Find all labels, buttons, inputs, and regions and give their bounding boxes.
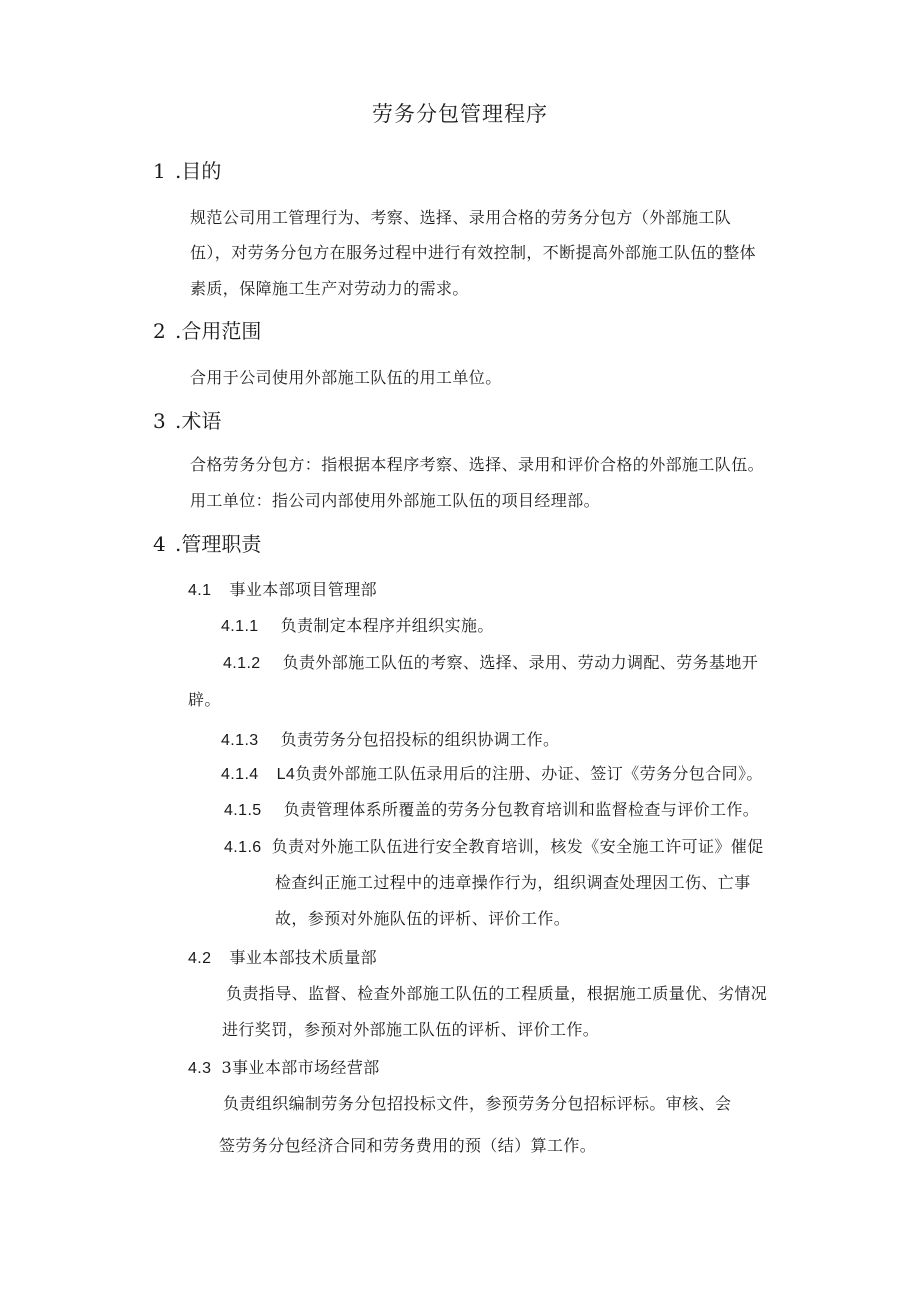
section-number: 3 [153,409,166,433]
item-number: 4.1.1 [221,618,259,635]
item-number: 4.1.2 [223,655,261,672]
subsection-number: 4.2 [188,950,212,967]
section-title: .管理职责 [175,532,262,556]
item-text: 负责管理体系所覆盖的劳务分包教育培训和监督检查与评价工作。 [283,800,760,819]
item-4-1-2 [223,650,758,673]
section-3-heading [153,405,221,434]
paragraph-line: 进行奖罚，参预对外部施工队伍的评析、评价工作。 [222,1020,600,1039]
section-title: .术语 [175,409,222,433]
subsection-number: 4.1 [188,582,212,599]
subsection-4-1 [188,577,377,600]
section-1-heading [153,155,221,184]
subsection-4-2 [188,945,377,968]
section-number: 2 [153,319,166,343]
item-text: 负责对外施工队伍进行安全教育培训，核发《安全施工许可证》催促 [271,837,764,856]
item-continuation: 检查纠正施工过程中的违章操作行为，组织调查处理因工伤、亡事 [275,873,751,892]
subsection-4-3 [188,1055,380,1078]
item-text: 负责制定本程序并组织实施。 [280,616,494,635]
item-number: 4.1.4 [221,766,259,783]
section-number: 1 [153,159,166,183]
item-4-1-3 [221,727,559,750]
item-text: 负责劳务分包招投标的组织协调工作。 [280,730,560,749]
item-text: 负责外部施工队伍录用后的注册、办证、签订《劳务分包合同》。 [295,764,763,783]
paragraph-line: 负责指导、监督、检查外部施工队伍的工程质量，根据施工质量优、劣情况 [226,984,768,1003]
section-title: .目的 [175,159,222,183]
item-4-1-5 [224,797,759,820]
section-number: 4 [153,532,166,556]
subsection-title: 事业本部项目管理部 [229,580,378,599]
section-2-heading [153,315,261,344]
section-4-heading [153,528,261,557]
paragraph-line: 素质，保障施工生产对劳动力的需求。 [190,279,469,298]
paragraph-line: 负责组织编制劳务分包招投标文件，参预劳务分包招标评标。审核、会 [223,1094,732,1113]
page-title: 劳务分包管理程序 [372,102,548,126]
item-number: 4.1.5 [224,802,262,819]
item-text: 负责外部施工队伍的考察、选择、录用、劳动力调配、劳务基地开 [282,653,759,672]
subsection-title: 3事业本部市场经营部 [221,1058,380,1077]
subsection-title: 事业本部技术质量部 [229,948,378,967]
item-number: 4.1.3 [221,732,259,749]
item-4-1-6 [224,834,764,857]
item-4-1-4 [221,761,763,784]
paragraph-line: 合格劳务分包方：指根据本程序考察、选择、录用和评价合格的外部施工队伍。 [190,455,765,474]
item-prefix: L4 [276,766,296,783]
section-title: .合用范围 [175,319,262,343]
subsection-number: 4.3 [188,1060,212,1077]
paragraph-line: 合用于公司使用外部施工队伍的用工单位。 [190,368,502,387]
item-continuation: 故，参预对外施队伍的评析、评价工作。 [275,909,571,928]
item-4-1-1 [221,613,494,636]
paragraph-line: 伍），对劳务分包方在服务过程中进行有效控制，不断提高外部施工队伍的整体 [190,243,757,262]
paragraph-line: 规范公司用工管理行为、考察、选择、录用合格的劳务分包方（外部施工队 [190,208,732,227]
paragraph-line: 用工单位：指公司内部使用外部施工队伍的项目经理部。 [190,491,601,510]
item-number: 4.1.6 [224,839,262,856]
item-continuation: 辟。 [188,690,221,709]
paragraph-line: 签劳务分包经济合同和劳务费用的预（结）算工作。 [219,1136,597,1155]
